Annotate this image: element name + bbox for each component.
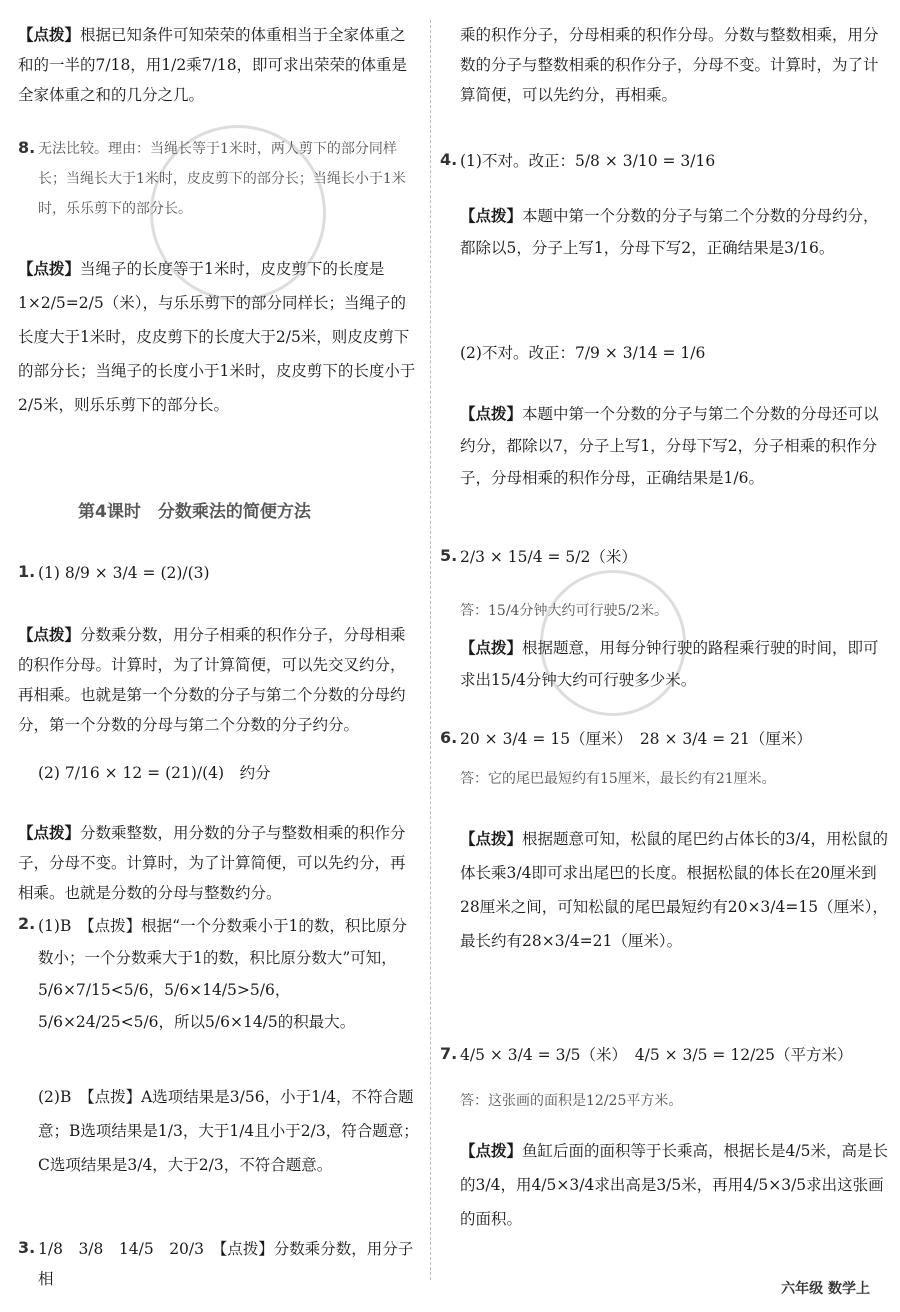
question-number: 8. (18, 138, 36, 157)
column-divider (430, 20, 431, 1280)
question-number: 6. (440, 728, 458, 747)
tip-text: 【点拨】本题中第一个分数的分子与第二个分数的分母约分，都除以5，分子上写1，分母下写2，正确结果是3/16。 (460, 207, 879, 257)
math-expression: (2)不对。改正：7/9 × 3/14 = 1/6 (460, 344, 706, 362)
math-expression: 4/5 × 3/4 = 3/5（米） 4/5 × 3/5 = 12/25（平方米） (460, 1046, 853, 1064)
tip-label: 【点拨】 (18, 260, 81, 278)
answer-text: 无法比较。理由：当绳长等于1米时，两人剪下的部分同样长；当绳长大于1米时，皮皮剪下的部分长；当绳长小于1米时，乐乐剪下的部分长。 (38, 141, 406, 217)
tip-label: 【点拨】 (18, 26, 81, 44)
tip-text: 【点拨】分数乘整数，用分数的分子与整数相乘的积作分子，分母不变。计算时，为了计算简便，可以先约分，再相乘。也就是分数的分母与整数约分。 (18, 824, 406, 902)
tip-label: 【点拨】 (460, 830, 523, 848)
lesson-title: 第4课时 分数乘法的简便方法 (78, 502, 311, 522)
question-number: 5. (440, 546, 458, 565)
math-expression: 2/3 × 15/4 = 5/2（米） (460, 548, 637, 566)
answer-text: 答：它的尾巴最短约有15厘米，最长约有21厘米。 (460, 771, 776, 787)
question-number: 7. (440, 1044, 458, 1063)
page-footer: 六年级 数学上 (781, 1281, 870, 1297)
watermark-stamp (150, 125, 326, 301)
answer-text: 1/8 3/8 14/5 20/3 【点拨】分数乘分数，用分子相 (38, 1240, 414, 1288)
tip-text: 【点拨】根据题意，用每分钟行驶的路程乘行驶的时间，即可求出15/4分钟大约可行驶多少米。 (460, 639, 879, 689)
answer-text: 答：这张画的面积是12/25平方米。 (460, 1093, 683, 1109)
watermark-stamp (540, 570, 686, 716)
question-number: 3. (18, 1238, 36, 1257)
tip-label: 【点拨】 (460, 207, 523, 225)
answer-text: 答：15/4分钟大约可行驶5/2米。 (460, 603, 668, 619)
paragraph: 乘的积作分子，分母相乘的积作分母。分数与整数相乘，用分数的分子与整数相乘的积作分子，分母不变。计算时，为了计算简便，可以先约分，再相乘。 (460, 26, 879, 104)
tip-label: 【点拨】 (460, 405, 523, 423)
tip-text: 【点拨】当绳子的长度等于1米时，皮皮剪下的长度是1×2/5=2/5（米），与乐乐剪下的部分同样长；当绳子的长度大于1米时，皮皮剪下的长度大于2/5米，则皮皮剪下的部分长；当绳子的长度小于1米时，皮皮剪下的长度小于2/5米，则乐乐剪下的部分长。 (18, 260, 416, 414)
tip-label: 【点拨】 (460, 1142, 523, 1160)
tip-text: 【点拨】根据题意可知，松鼠的尾巴约占体长的3/4，用松鼠的体长乘3/4即可求出尾巴的长度。根据松鼠的体长在20厘米到28厘米之间，可知松鼠的尾巴最短约有20×3/4=15（厘米），最长约有28×3/4=21（厘米）。 (460, 830, 888, 950)
tip-label: 【点拨】 (460, 639, 523, 657)
math-expression: (1) 8/9 × 3/4 = (2)/(3) (38, 564, 210, 582)
question-number: 1. (18, 562, 36, 581)
question-number: 4. (440, 150, 458, 169)
answer-text: (1)B 【点拨】根据“一个分数乘小于1的数，积比原分数小；一个分数乘大于1的数，积比原分数大”可知，5/6×7/15<5/6，5/6×14/5>5/6，5/6×24/25<5/6，所以5/6×14/5的积最大。 (38, 917, 407, 1031)
tip-text: 【点拨】本题中第一个分数的分子与第二个分数的分母还可以约分，都除以7，分子上写1，分母下写2，分子相乘的积作分子，分母相乘的积作分母，正确结果是1/6。 (460, 405, 879, 487)
math-expression: (1)不对。改正：5/8 × 3/10 = 3/16 (460, 152, 716, 170)
paragraph: 【点拨】根据已知条件可知荣荣的体重相当于全家体重之和的一半的7/18，用1/2乘7/18，即可求出荣荣的体重是全家体重之和的几分之几。 (18, 26, 408, 104)
tip-label: 【点拨】 (18, 824, 81, 842)
math-expression: (2) 7/16 × 12 = (21)/(4) 约分 (38, 764, 271, 782)
question-number: 2. (18, 914, 36, 933)
answer-text: (2)B 【点拨】A选项结果是3/56，小于1/4，不符合题意；B选项结果是1/3，大于1/4且小于2/3，符合题意；C选项结果是3/4，大于2/3，不符合题意。 (38, 1088, 419, 1174)
tip-text: 【点拨】分数乘分数，用分子相乘的积作分子，分母相乘的积作分母。计算时，为了计算简便，可以先交叉约分，再相乘。也就是第一个分数的分子与第二个分数的分母约分，第一个分数的分母与第二个分数的分子约分。 (18, 626, 406, 734)
math-expression: 20 × 3/4 = 15（厘米） 28 × 3/4 = 21（厘米） (460, 730, 812, 748)
tip-text: 【点拨】鱼缸后面的面积等于长乘高，根据长是4/5米，高是长的3/4，用4/5×3/4求出高是3/5米，再用4/5×3/5求出这张画的面积。 (460, 1142, 888, 1228)
tip-label: 【点拨】 (18, 626, 81, 644)
